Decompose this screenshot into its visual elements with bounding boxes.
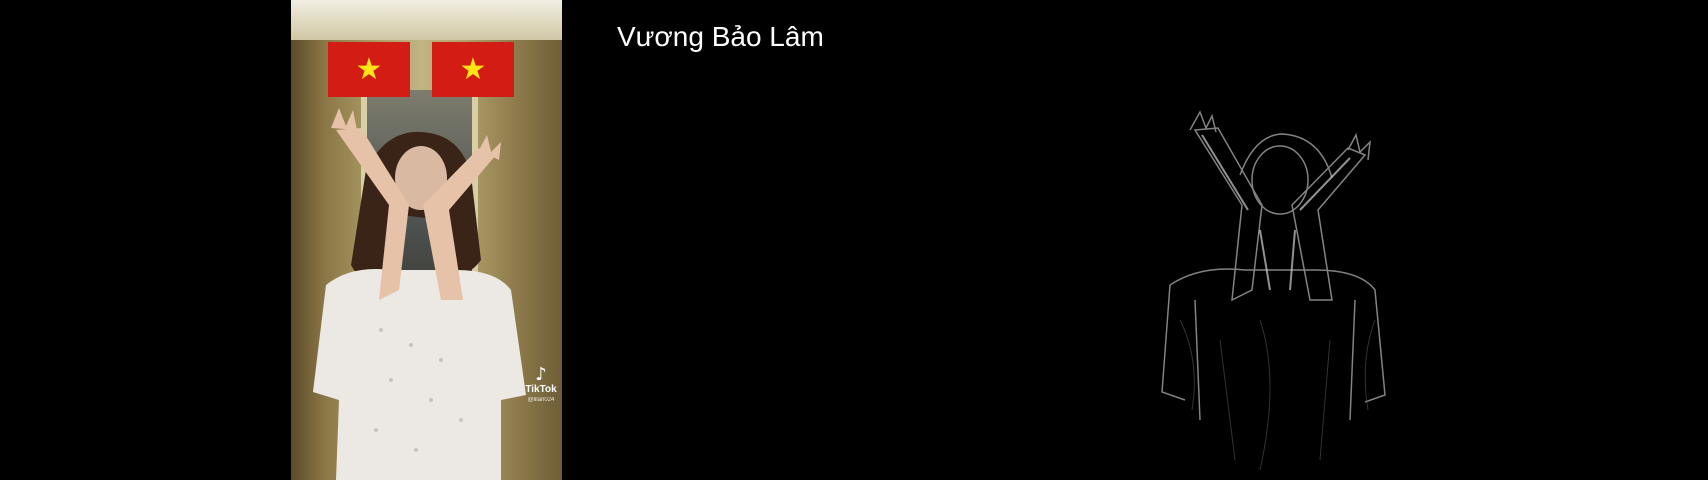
tiktok-watermark	[521, 366, 561, 404]
star-icon: ★	[355, 51, 383, 87]
edge-detected-video-frame	[1140, 0, 1420, 480]
tiktok-brand: TikTok	[525, 384, 557, 395]
video-caption-title: Vương Bảo Lâm	[617, 21, 824, 52]
tiktok-note-icon: ♪	[535, 364, 547, 385]
star-icon: ★	[459, 51, 487, 87]
tiktok-handle: @lilan024	[527, 397, 555, 403]
dancer-figure	[291, 0, 562, 480]
original-video-frame	[291, 0, 562, 480]
edge-outline-figure	[1140, 0, 1420, 480]
